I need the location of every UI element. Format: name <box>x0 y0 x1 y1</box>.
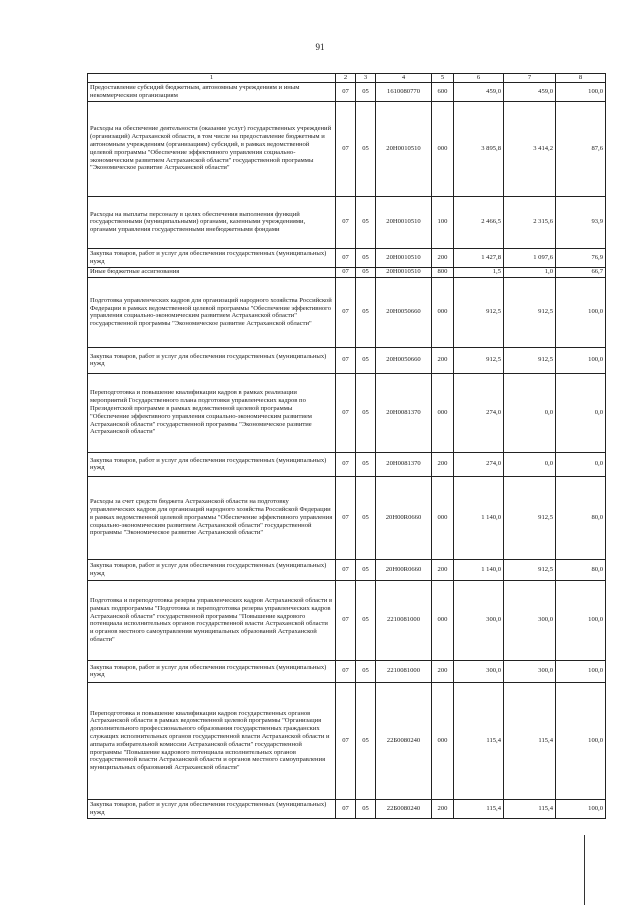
execution-percent-cell: 0,0 <box>556 373 606 452</box>
planned-amount-cell: 3 895,8 <box>454 101 504 196</box>
column-number-header: 5 <box>432 74 454 83</box>
table-header-row <box>88 74 606 83</box>
subsection-code-cell: 05 <box>356 248 376 267</box>
row-name-cell: Закупка товаров, работ и услуг для обеспечения государственных (муниципальных) нужд <box>88 559 336 580</box>
table-row <box>88 799 606 818</box>
row-name-cell: Иные бюджетные ассигнования <box>88 267 336 277</box>
planned-amount-cell: 115,4 <box>454 682 504 799</box>
actual-amount-cell: 2 315,6 <box>504 196 556 248</box>
target-article-cell: 2210081000 <box>376 580 432 660</box>
subsection-code-cell: 05 <box>356 277 376 347</box>
column-number-header: 6 <box>454 74 504 83</box>
margin-line <box>584 835 585 905</box>
execution-percent-cell: 100,0 <box>556 277 606 347</box>
actual-amount-cell: 300,0 <box>504 580 556 660</box>
row-name-cell: Расходы за счет средств бюджета Астраханской области на подготовку управленческих кадров для организаций народного хозяйства Российской Федерации в рамках ведомственной целевой программы "Обеспечение эффективного управления социально-экономическим развитием Астраханской области" государственной программы "Экономическое развитие Астраханской области" <box>88 476 336 559</box>
table-row <box>88 682 606 799</box>
target-article-cell: 20Н0081370 <box>376 373 432 452</box>
column-number-header: 7 <box>504 74 556 83</box>
row-name-cell: Переподготовка и повышение квалификации кадров в рамках реализации мероприятий Государственного плана подготовки управленческих кадров по Президентской программе в рамках ведомственной целевой программы "Обеспечение эффективного управления социально-экономическим развитием Астраханской области" государственной программы "Экономическое развитие Астраханской области" <box>88 373 336 452</box>
table-row <box>88 101 606 196</box>
subsection-code-cell: 05 <box>356 476 376 559</box>
subsection-code-cell: 05 <box>356 452 376 476</box>
expense-type-cell: 800 <box>432 267 454 277</box>
table-row <box>88 660 606 682</box>
expense-type-cell: 200 <box>432 452 454 476</box>
table-row <box>88 373 606 452</box>
subsection-code-cell: 05 <box>356 682 376 799</box>
table-row <box>88 476 606 559</box>
target-article-cell: 1610080770 <box>376 82 432 101</box>
target-article-cell: 20Н0081370 <box>376 452 432 476</box>
table-row <box>88 82 606 101</box>
actual-amount-cell: 0,0 <box>504 373 556 452</box>
planned-amount-cell: 1 140,0 <box>454 559 504 580</box>
column-number-header: 4 <box>376 74 432 83</box>
subsection-code-cell: 05 <box>356 580 376 660</box>
subsection-code-cell: 05 <box>356 267 376 277</box>
section-code-cell: 07 <box>336 452 356 476</box>
section-code-cell: 07 <box>336 267 356 277</box>
planned-amount-cell: 2 466,5 <box>454 196 504 248</box>
planned-amount-cell: 1,5 <box>454 267 504 277</box>
target-article-cell: 20Н00R0660 <box>376 559 432 580</box>
planned-amount-cell: 274,0 <box>454 452 504 476</box>
execution-percent-cell: 100,0 <box>556 347 606 373</box>
actual-amount-cell: 912,5 <box>504 559 556 580</box>
planned-amount-cell: 1 140,0 <box>454 476 504 559</box>
table-row <box>88 347 606 373</box>
subsection-code-cell: 05 <box>356 196 376 248</box>
expense-type-cell: 000 <box>432 580 454 660</box>
target-article-cell: 2210081000 <box>376 660 432 682</box>
subsection-code-cell: 05 <box>356 373 376 452</box>
expense-type-cell: 000 <box>432 101 454 196</box>
expense-type-cell: 600 <box>432 82 454 101</box>
execution-percent-cell: 100,0 <box>556 660 606 682</box>
subsection-code-cell: 05 <box>356 347 376 373</box>
actual-amount-cell: 0,0 <box>504 452 556 476</box>
section-code-cell: 07 <box>336 799 356 818</box>
target-article-cell: 22Б0080240 <box>376 682 432 799</box>
subsection-code-cell: 05 <box>356 660 376 682</box>
row-name-cell: Закупка товаров, работ и услуг для обеспечения государственных (муниципальных) нужд <box>88 347 336 373</box>
actual-amount-cell: 3 414,2 <box>504 101 556 196</box>
table-row <box>88 277 606 347</box>
target-article-cell: 20Н0010510 <box>376 196 432 248</box>
execution-percent-cell: 76,9 <box>556 248 606 267</box>
actual-amount-cell: 1,0 <box>504 267 556 277</box>
expense-type-cell: 000 <box>432 682 454 799</box>
table-row <box>88 580 606 660</box>
row-name-cell: Закупка товаров, работ и услуг для обеспечения государственных (муниципальных) нужд <box>88 452 336 476</box>
execution-percent-cell: 0,0 <box>556 452 606 476</box>
execution-percent-cell: 100,0 <box>556 799 606 818</box>
column-number-header: 8 <box>556 74 606 83</box>
row-name-cell: Закупка товаров, работ и услуг для обеспечения государственных (муниципальных) нужд <box>88 660 336 682</box>
target-article-cell: 20Н0010510 <box>376 101 432 196</box>
section-code-cell: 07 <box>336 580 356 660</box>
target-article-cell: 20Н0010510 <box>376 267 432 277</box>
actual-amount-cell: 1 097,6 <box>504 248 556 267</box>
subsection-code-cell: 05 <box>356 82 376 101</box>
target-article-cell: 20Н0050660 <box>376 277 432 347</box>
table-row <box>88 248 606 267</box>
actual-amount-cell: 115,4 <box>504 682 556 799</box>
expense-type-cell: 200 <box>432 559 454 580</box>
row-name-cell: Расходы на обеспечение деятельности (оказание услуг) государственных учреждений (организаций) Астраханской области, в том числе на предоставление бюджетным и автономным учреждениям (организациям) субсидий, в рамках ведомственной целевой программы "Обеспечение эффективного управления социально-экономическим развитием Астраханской области" государственной программы "Экономическое развитие Астраханской области" <box>88 101 336 196</box>
section-code-cell: 07 <box>336 682 356 799</box>
expense-type-cell: 100 <box>432 196 454 248</box>
target-article-cell: 20Н0010510 <box>376 248 432 267</box>
expense-type-cell: 200 <box>432 347 454 373</box>
section-code-cell: 07 <box>336 248 356 267</box>
row-name-cell: Предоставление субсидий бюджетным, автономным учреждениям и иным некоммерческим организациям <box>88 82 336 101</box>
execution-percent-cell: 66,7 <box>556 267 606 277</box>
page-number: 91 <box>315 42 325 52</box>
actual-amount-cell: 912,5 <box>504 277 556 347</box>
table-row <box>88 267 606 277</box>
row-name-cell: Подготовка управленческих кадров для организаций народного хозяйства Российской Федерации в рамках ведомственной целевой программы "Обеспечение эффективного управления социально-экономическим развитием Астраханской области" государственной программы "Экономическое развитие Астраханской области" <box>88 277 336 347</box>
section-code-cell: 07 <box>336 82 356 101</box>
target-article-cell: 20Н0050660 <box>376 347 432 373</box>
expense-type-cell: 200 <box>432 799 454 818</box>
actual-amount-cell: 115,4 <box>504 799 556 818</box>
planned-amount-cell: 115,4 <box>454 799 504 818</box>
section-code-cell: 07 <box>336 660 356 682</box>
row-name-cell: Расходы на выплаты персоналу в целях обеспечения выполнения функций государственными (муниципальными) органами, казенными учреждениями, органами управления государственными внебюджетными фондами <box>88 196 336 248</box>
subsection-code-cell: 05 <box>356 101 376 196</box>
target-article-cell: 20Н00R0660 <box>376 476 432 559</box>
planned-amount-cell: 1 427,8 <box>454 248 504 267</box>
section-code-cell: 07 <box>336 559 356 580</box>
row-name-cell: Подготовка и переподготовка резерва управленческих кадров Астраханской области в рамках подпрограммы "Подготовка и переподготовка резерва управленческих кадров Астраханской области" государственной программы "Повышение кадрового потенциала исполнительных органов государственной власти Астраханской области и органов местного самоуправления муниципальных образований Астраханской области" <box>88 580 336 660</box>
section-code-cell: 07 <box>336 347 356 373</box>
planned-amount-cell: 300,0 <box>454 580 504 660</box>
target-article-cell: 22Б0080240 <box>376 799 432 818</box>
planned-amount-cell: 912,5 <box>454 347 504 373</box>
column-number-header: 1 <box>88 74 336 83</box>
expense-type-cell: 200 <box>432 660 454 682</box>
execution-percent-cell: 80,0 <box>556 476 606 559</box>
planned-amount-cell: 912,5 <box>454 277 504 347</box>
execution-percent-cell: 93,9 <box>556 196 606 248</box>
subsection-code-cell: 05 <box>356 559 376 580</box>
section-code-cell: 07 <box>336 196 356 248</box>
section-code-cell: 07 <box>336 476 356 559</box>
planned-amount-cell: 274,0 <box>454 373 504 452</box>
column-number-header: 2 <box>336 74 356 83</box>
expense-type-cell: 000 <box>432 277 454 347</box>
execution-percent-cell: 87,6 <box>556 101 606 196</box>
table-row <box>88 196 606 248</box>
planned-amount-cell: 300,0 <box>454 660 504 682</box>
table-row <box>88 452 606 476</box>
expense-type-cell: 200 <box>432 248 454 267</box>
execution-percent-cell: 100,0 <box>556 82 606 101</box>
row-name-cell: Переподготовка и повышение квалификации кадров государственных органов Астраханской области в рамках ведомственной целевой программы "Организация дополнительного профессионального образования государственных гражданских служащих исполнительных органов государственной власти Астраханской области и аппарата избирательной комиссии Астраханской области" государственной программы "Повышение кадрового потенциала исполнительных органов государственной власти Астраханской области и органов местного самоуправления муниципальных образований Астраханской области" <box>88 682 336 799</box>
execution-percent-cell: 100,0 <box>556 682 606 799</box>
actual-amount-cell: 912,5 <box>504 476 556 559</box>
row-name-cell: Закупка товаров, работ и услуг для обеспечения государственных (муниципальных) нужд <box>88 799 336 818</box>
expense-type-cell: 000 <box>432 373 454 452</box>
subsection-code-cell: 05 <box>356 799 376 818</box>
execution-percent-cell: 100,0 <box>556 580 606 660</box>
execution-percent-cell: 80,0 <box>556 559 606 580</box>
section-code-cell: 07 <box>336 101 356 196</box>
section-code-cell: 07 <box>336 277 356 347</box>
expense-type-cell: 000 <box>432 476 454 559</box>
table-row <box>88 559 606 580</box>
actual-amount-cell: 459,0 <box>504 82 556 101</box>
row-name-cell: Закупка товаров, работ и услуг для обеспечения государственных (муниципальных) нужд <box>88 248 336 267</box>
section-code-cell: 07 <box>336 373 356 452</box>
column-number-header: 3 <box>356 74 376 83</box>
budget-table <box>87 73 606 819</box>
actual-amount-cell: 912,5 <box>504 347 556 373</box>
actual-amount-cell: 300,0 <box>504 660 556 682</box>
planned-amount-cell: 459,0 <box>454 82 504 101</box>
